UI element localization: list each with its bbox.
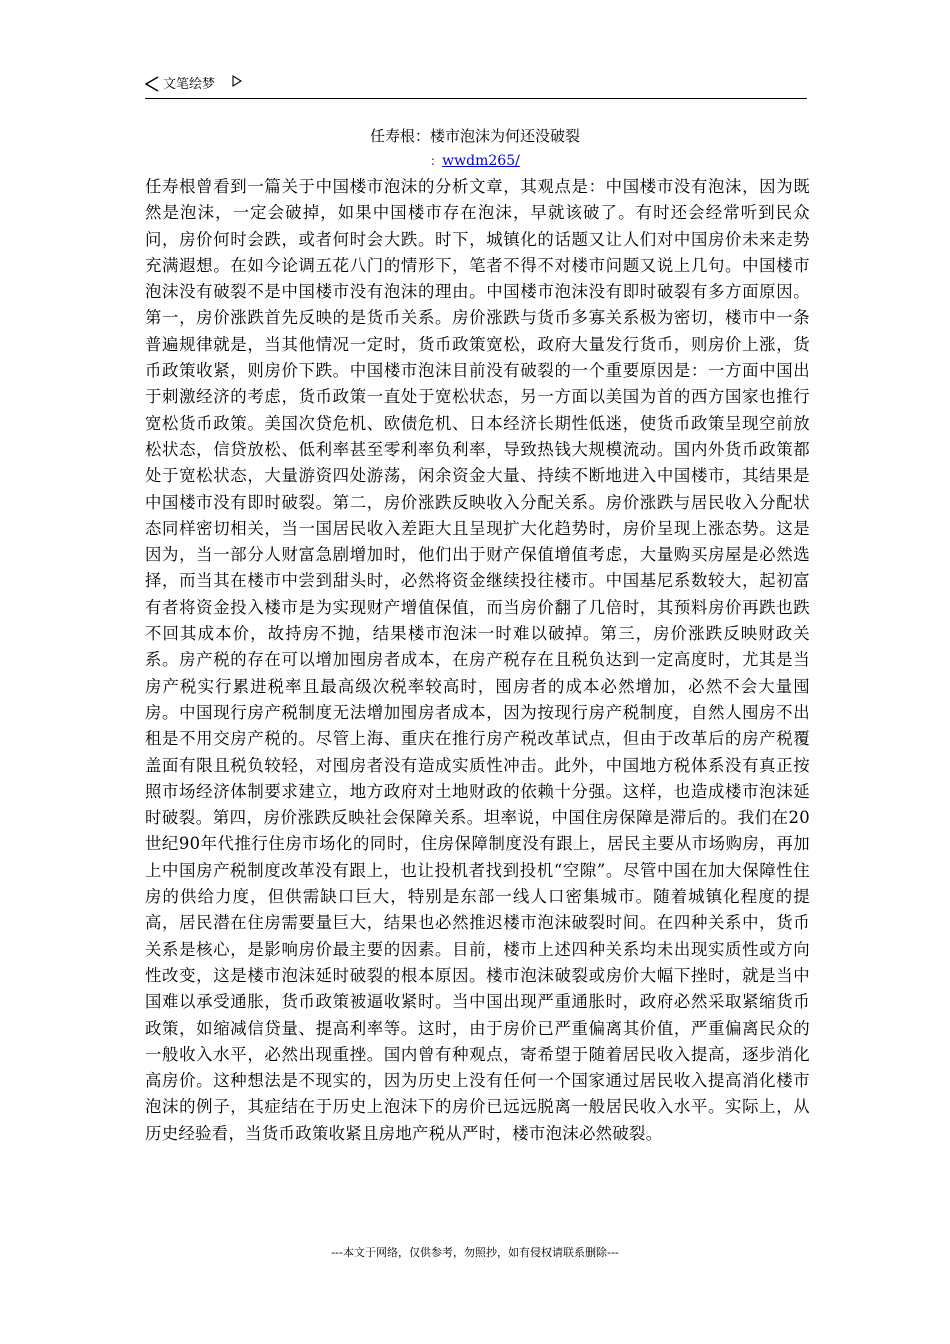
page-header bbox=[145, 74, 807, 99]
triangle-right-icon bbox=[232, 75, 242, 87]
source-link[interactable]: wwdm265/ bbox=[442, 153, 520, 169]
triangle-left-icon bbox=[145, 76, 159, 92]
page-title: 任寿根：楼市泡沫为何还没破裂 bbox=[369, 127, 580, 145]
source-line bbox=[0, 152, 950, 170]
article-body: 任寿根曾看到一篇关于中国楼市泡沫的分析文章，其观点是：中国楼市没有泡沫，因为既然是泡沫，一定会破掉，如果中国楼市存在泡沫，早就该破了。有时还会经常听到民众问，房价何时会跌，或者何时会大跌。时下，城镇化的话题又让人们对中国房价未来走势充满遐想。在如今论调五花八门的情形下，笔者不得不对楼市问题又说上几句。中国楼市泡沫没有破裂不是中国楼市没有泡沫的理由。中国楼市泡沫没有即时破裂有多方面原因。第一，房价涨跌首先反映的是货币关系。房价涨跌与货币多寡关系极为密切，楼市中一条普遍规律就是，当其他情况一定时，货币政策宽松，政府大量发行货币，则房价上涨，货币政策收紧，则房价下跌。中国楼市泡沫目前没有破裂的一个重要原因是：一方面中国出于刺激经济的考虑，货币政策一直处于宽松状态，另一方面以美国为首的西方国家也推行宽松货币政策。美国次贷危机、欧债危机、日本经济长期性低迷，使货币政策呈现空前放松状态，信贷放松、低利率甚至零利率负利率，导致热钱大规模流动。国内外货币政策都处于宽松状态，大量游资四处游荡，闲余资金大量、持续不断地进入中国楼市，其结果是中国楼市没有即时破裂。第二，房价涨跌反映收入分配关系。房价涨跌与居民收入分配状态同样密切相关，当一国居民收入差距大且呈现扩大化趋势时，房价呈现上涨态势。这是因为，当一部分人财富急剧增加时，他们出于财产保值增值考虑，大量购买房屋是必然选择，而当其在楼市中尝到甜头时，必然将资金继续投往楼市。中国基尼系数较大，起初富有者将资金投入楼市是为实现财产增值保值，而当房价翻了几倍时，其预料房价再跌也跌不回其成本价，故持房不抛，结果楼市泡沫一时难以破掉。第三，房价涨跌反映财政关系。房产税的存在可以增加囤房者成本，在房产税存在且税负达到一定高度时，尤其是当房产税实行累进税率且最高级次税率较高时，囤房者的成本必然增加，必然不会大量囤房。中国现行房产税制度无法增加囤房者成本，因为按现行房产税制度，自然人囤房不出租是不用交房产税的。尽管上海、重庆在推行房产税改革试点，但由于改革后的房产税覆盖面有限且税负较轻，对囤房者没有造成实质性冲击。此外，中国地方税体系没有真正按照市场经济体制要求建立，地方政府对土地财政的依赖十分强。这样，也造成楼市泡沫延时破裂。第四，房价涨跌反映社会保障关系。坦率说，中国住房保障是滞后的。我们在20世纪90年代推行住房市场化的同时，住房保障制度没有跟上，居民主要从市场购房，再加上中国房产税制度改革没有跟上，也让投机者找到投机“空隙”。尽管中国在加大保障性住房的供给力度，但供需缺口巨大，特别是东部一线人口密集城市。随着城镇化程度的提高，居民潜在住房需要量巨大，结果也必然推迟楼市泡沫破裂时间。在四种关系中，货币关系是核心，是影响房价最主要的因素。目前，楼市上述四种关系均未出现实质性或方向性改变，这是楼市泡沫延时破裂的根本原因。楼市泡沫破裂或房价大幅下挫时，就是当中国难以承受通胀，货币政策被逼收紧时。当中国出现严重通胀时，政府必然采取紧缩货币政策，如缩减信贷量、提高利率等。这时，由于房价已严重偏离其价值，严重偏离民众的一般收入水平，必然出现重挫。国内曾有种观点，寄希望于随着居民收入提高，逐步消化高房价。这种想法是不现实的，因为历史上没有任何一个国家通过居民收入提高消化楼市泡沫的例子，其症结在于历史上泡沫下的房价已远远脱离一般居民收入水平。实际上，从历史经验看，当货币政策收紧且房地产税从严时，楼市泡沫必然破裂。 bbox=[145, 177, 810, 1143]
source-prefix: ： bbox=[430, 154, 443, 168]
header-brand: 文笔绘梦 bbox=[163, 77, 216, 92]
page-footer: ---本文于网络，仅供参考，勿照抄，如有侵权请联系删除--- bbox=[331, 1246, 619, 1259]
